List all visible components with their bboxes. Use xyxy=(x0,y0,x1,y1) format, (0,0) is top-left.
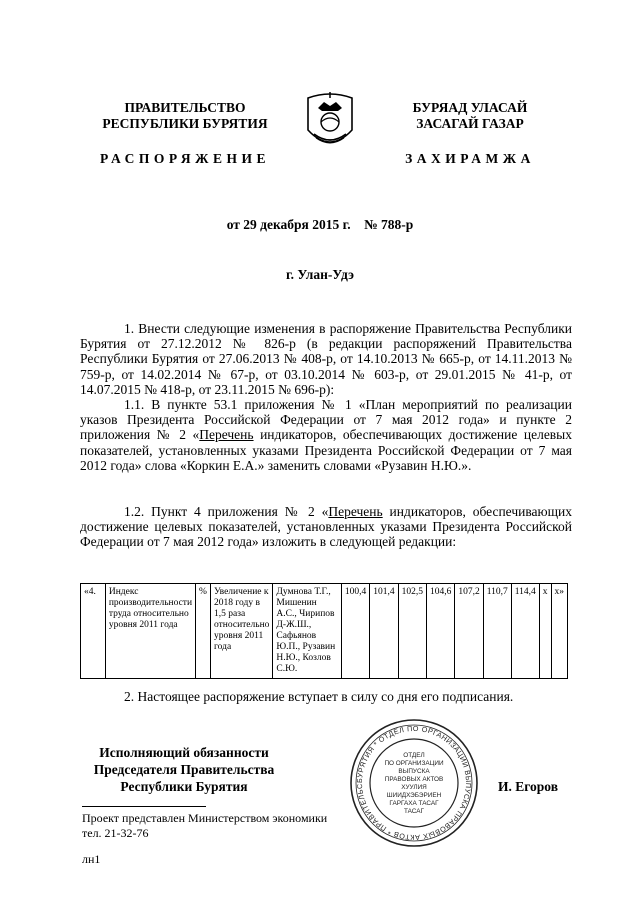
cell-value: 107,2 xyxy=(455,584,483,679)
cell-value: х xyxy=(539,584,551,679)
stamp-inner-line: ПРАВОВЫХ АКТОВ xyxy=(384,776,444,783)
header-right-doctype: ЗАХИРАМЖА xyxy=(405,151,535,166)
signature-title-line3: Республики Бурятия xyxy=(120,779,248,794)
footer-phone: тел. 21-32-76 xyxy=(82,826,149,840)
paragraph-2: 2. Настоящее распоряжение вступает в силу со дня его подписания. xyxy=(124,689,514,704)
official-stamp xyxy=(348,717,480,849)
paragraph-1-2-end: индикаторов, обеспечивающих достижение целевых показателей, установленных указами Президента Российской Федерации от 7 мая 2012 года» изложить в следующей редакции: xyxy=(80,504,572,550)
paragraph-1-2 xyxy=(80,504,572,550)
header-left-line1: ПРАВИТЕЛЬСТВО xyxy=(124,100,246,115)
stamp-inner-line: ТАСАГ xyxy=(403,808,425,815)
stamp-ring-text: БУРЯТИЯ * ОТДЕЛ ПО ОРГАНИЗАЦИИ ВЫПУСКА ПРАВОВЫХ АКТОВ * ПРАВИТЕЛЬС xyxy=(354,723,474,843)
date-number: от 29 декабря 2015 г. № 788-р xyxy=(226,217,414,232)
paragraph-1-2-underlined: Перечень xyxy=(328,504,383,519)
paragraph-1-1-end: индикаторов, обеспечивающих достижение целевых показателей, установленных указами Президента Российской Федерации от 7 мая 2012 года» слова «Коркин Е.А.» заменить словами «Рузавин Н.Ю.». xyxy=(80,427,573,473)
header-left-line2: РЕСПУБЛИКИ БУРЯТИЯ xyxy=(102,116,268,131)
cell-value: 110,7 xyxy=(483,584,511,679)
header-left-doctype: РАСПОРЯЖЕНИЕ xyxy=(99,151,271,166)
paragraph-1: 1. Внести следующие изменения в распоряжение Правительства Республики Бурятия от 27.12.2012 № 826-р (в редакции распоряжений Правительства Республики Бурятия от 27.06.2013 № 408-р, от 14.10.2013 № 665-р, от 14.11.2013 № 759-р, от 14.02.2014 № 67-р, от 03.10.2014 № 603-р, от 29.01.2015 № 41-р, от 14.07.2015 № 418-р, от 23.11.2015 № 696-р): xyxy=(80,321,572,397)
signatory-name: И. Егоров xyxy=(498,779,559,794)
stamp-inner-line: ШИИДХЭБЭРИЕН xyxy=(386,792,442,799)
footer-divider xyxy=(82,806,206,807)
header-right-line1: БУРЯАД УЛАСАЙ xyxy=(412,100,528,115)
cell-value: 101,4 xyxy=(370,584,398,679)
paragraph-1-1 xyxy=(80,397,572,473)
cell-value: 102,5 xyxy=(398,584,426,679)
stamp-inner-line: ГАРГАХА ТАСАГ xyxy=(389,800,439,807)
stamp-inner-line: ВЫПУСКА xyxy=(398,768,430,775)
stamp-inner-line: ПО ОРГАНИЗАЦИИ xyxy=(384,760,444,767)
coat-of-arms-emblem xyxy=(300,88,360,156)
table-row xyxy=(81,584,568,679)
footer-code: лн1 xyxy=(82,852,101,866)
cell-number: «4. xyxy=(81,584,106,679)
stamp-inner-line: ОТДЕЛ xyxy=(403,752,425,759)
cell-value: 104,6 xyxy=(426,584,454,679)
cell-value: 100,4 xyxy=(341,584,369,679)
city: г. Улан-Удэ xyxy=(286,267,354,282)
signature-title-line1: Исполняющий обязанности xyxy=(99,745,269,760)
signature-title xyxy=(66,744,302,795)
paragraph-1-1-start: 1.1. В пункте 53.1 приложения № 1 «План мероприятий по реализации указов Президента Российской Федерации от 7 мая 2012 года» и пункте 2 приложения № 2 « xyxy=(80,397,572,443)
stamp-inner-line: ХУУЛИЯ xyxy=(401,784,427,791)
paragraph-1-1-underlined: Перечень xyxy=(199,427,254,443)
paragraph-1-2-start: 1.2. Пункт 4 приложения № 2 « xyxy=(124,504,329,519)
cell-unit: % xyxy=(196,584,211,679)
footer-project: Проект представлен Министерством экономики xyxy=(82,811,328,825)
signature-title-line2: Председателя Правительства xyxy=(93,762,275,777)
indicator-table xyxy=(80,583,568,679)
cell-target: Увеличение к 2018 году в 1,5 раза относительно уровня 2011 года xyxy=(211,584,273,679)
header-right-line2: ЗАСАГАЙ ГАЗАР xyxy=(416,116,524,131)
cell-value: 114,4 xyxy=(511,584,539,679)
cell-indicator: Индекс производительности труда относительно уровня 2011 года xyxy=(105,584,195,679)
cell-responsible: Думнова Т.Г., Мишенин А.С., Чирипов Д-Ж.Ш., Сафьянов Ю.П., Рузавин Н.Ю., Козлов С.Ю. xyxy=(273,584,341,679)
header-right-org xyxy=(360,100,580,132)
cell-value: х» xyxy=(551,584,568,679)
header-left-org xyxy=(60,100,310,132)
